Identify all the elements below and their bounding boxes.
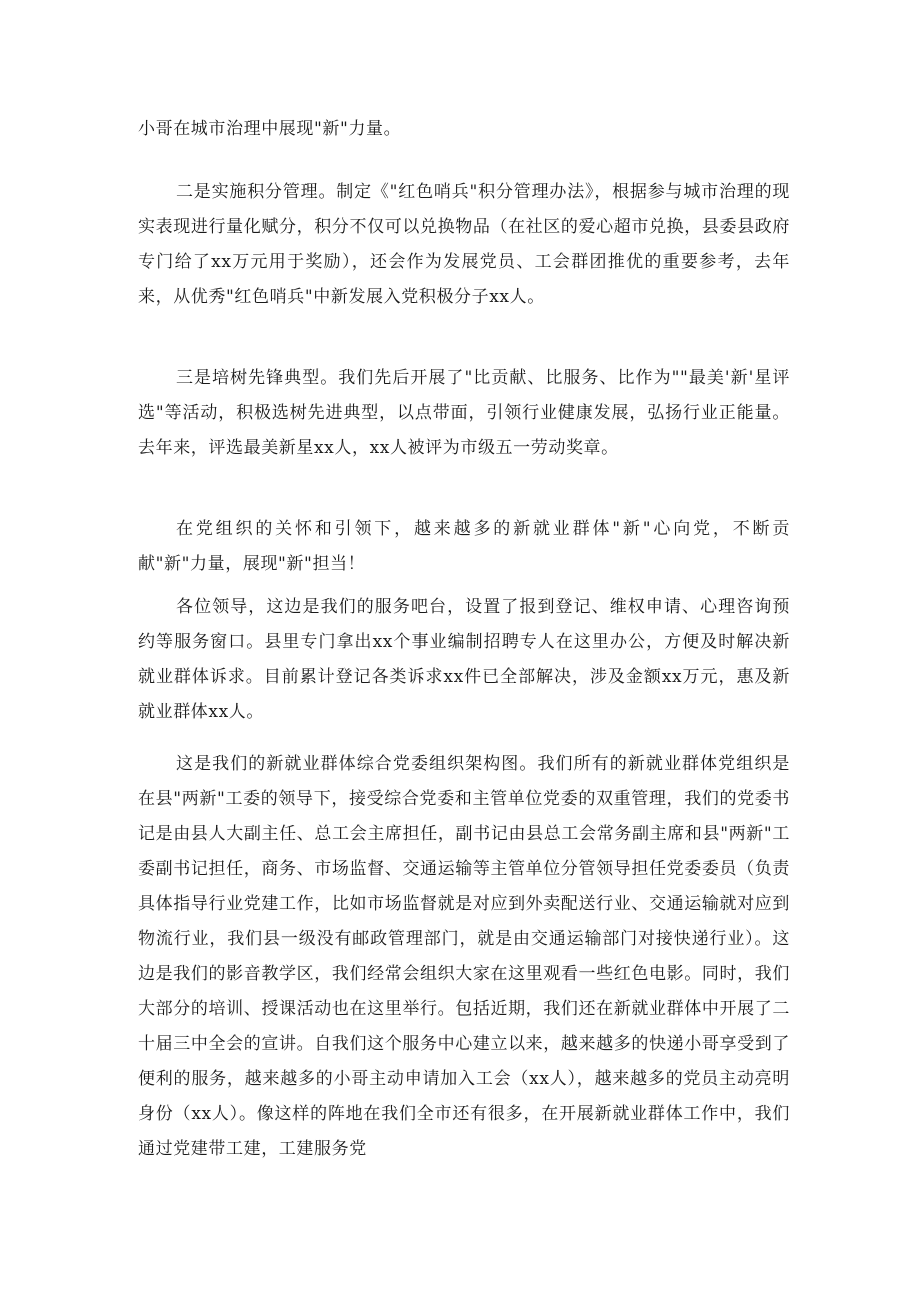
paragraph-org-structure: 这是我们的新就业群体综合党委组织架构图。我们所有的新就业群体党组织是在县"两新"工委的领导下，接受综合党委和主管单位党委的双重管理，我们的党委书记是由县人大副主任、总工会主席担任，副书记由县总工会常务副主席和县"两新"工委副书记担任，商务、市场监督、交通运输等主管单位分管领导担任党委委员（负责具体指导行业党建工作，比如市场监督就是对应到外卖配送行业、交通运输就对应到物流行业，我们县一级没有邮政管理部门，就是由交通运输部门对接快递行业）。这边是我们的影音教学区，我们经常会组织大家在这里观看一些红色电影。同时，我们大部分的培训、授课活动也在这里举行。包括近期，我们还在新就业群体中开展了二十届三中全会的宣讲。自我们这个服务中心建立以来，越来越多的快递小哥享受到了便利的服务，越来越多的小哥主动申请加入工会（xx人），越来越多的党员主动亮明身份（xx人）。像这样的阵地在我们全市还有很多，在开展新就业群体工作中，我们通过党建带工建，工建服务党: [138, 754, 790, 1159]
paragraph-points-management: 二是实施积分管理。制定《"红色哨兵"积分管理办法》，根据参与城市治理的现实表现进行量化赋分，积分不仅可以兑换物品（在社区的爱心超市兑换，县委县政府专门给了xx万元用于奖励），还会作为发展党员、工会群团推优的重要参考，去年来，从优秀"红色哨兵"中新发展入党积极分子xx人。: [138, 182, 790, 307]
paragraph-continuation: 小哥在城市治理中展现"新"力量。: [138, 119, 402, 139]
paragraph-party-guidance: 在党组织的关怀和引领下，越来越多的新就业群体"新"心向党，不断贡献"新"力量，展现"新"担当！: [138, 519, 790, 574]
paragraph-service-bar: 各位领导，这边是我们的服务吧台，设置了报到登记、维权申请、心理咨询预约等服务窗口。县里专门拿出xx个事业编制招聘专人在这里办公，方便及时解决新就业群体诉求。目前累计登记各类诉求xx件已全部解决，涉及金额xx万元，惠及新就业群体xx人。: [138, 597, 790, 722]
paragraph-pioneer-models: 三是培树先锋典型。我们先后开展了"比贡献、比服务、比作为""最美'新'星评选"等活动，积极选树先进典型，以点带面，引领行业健康发展，弘扬行业正能量。去年来，评选最美新星xx人，xx人被评为市级五一劳动奖章。: [138, 368, 790, 458]
